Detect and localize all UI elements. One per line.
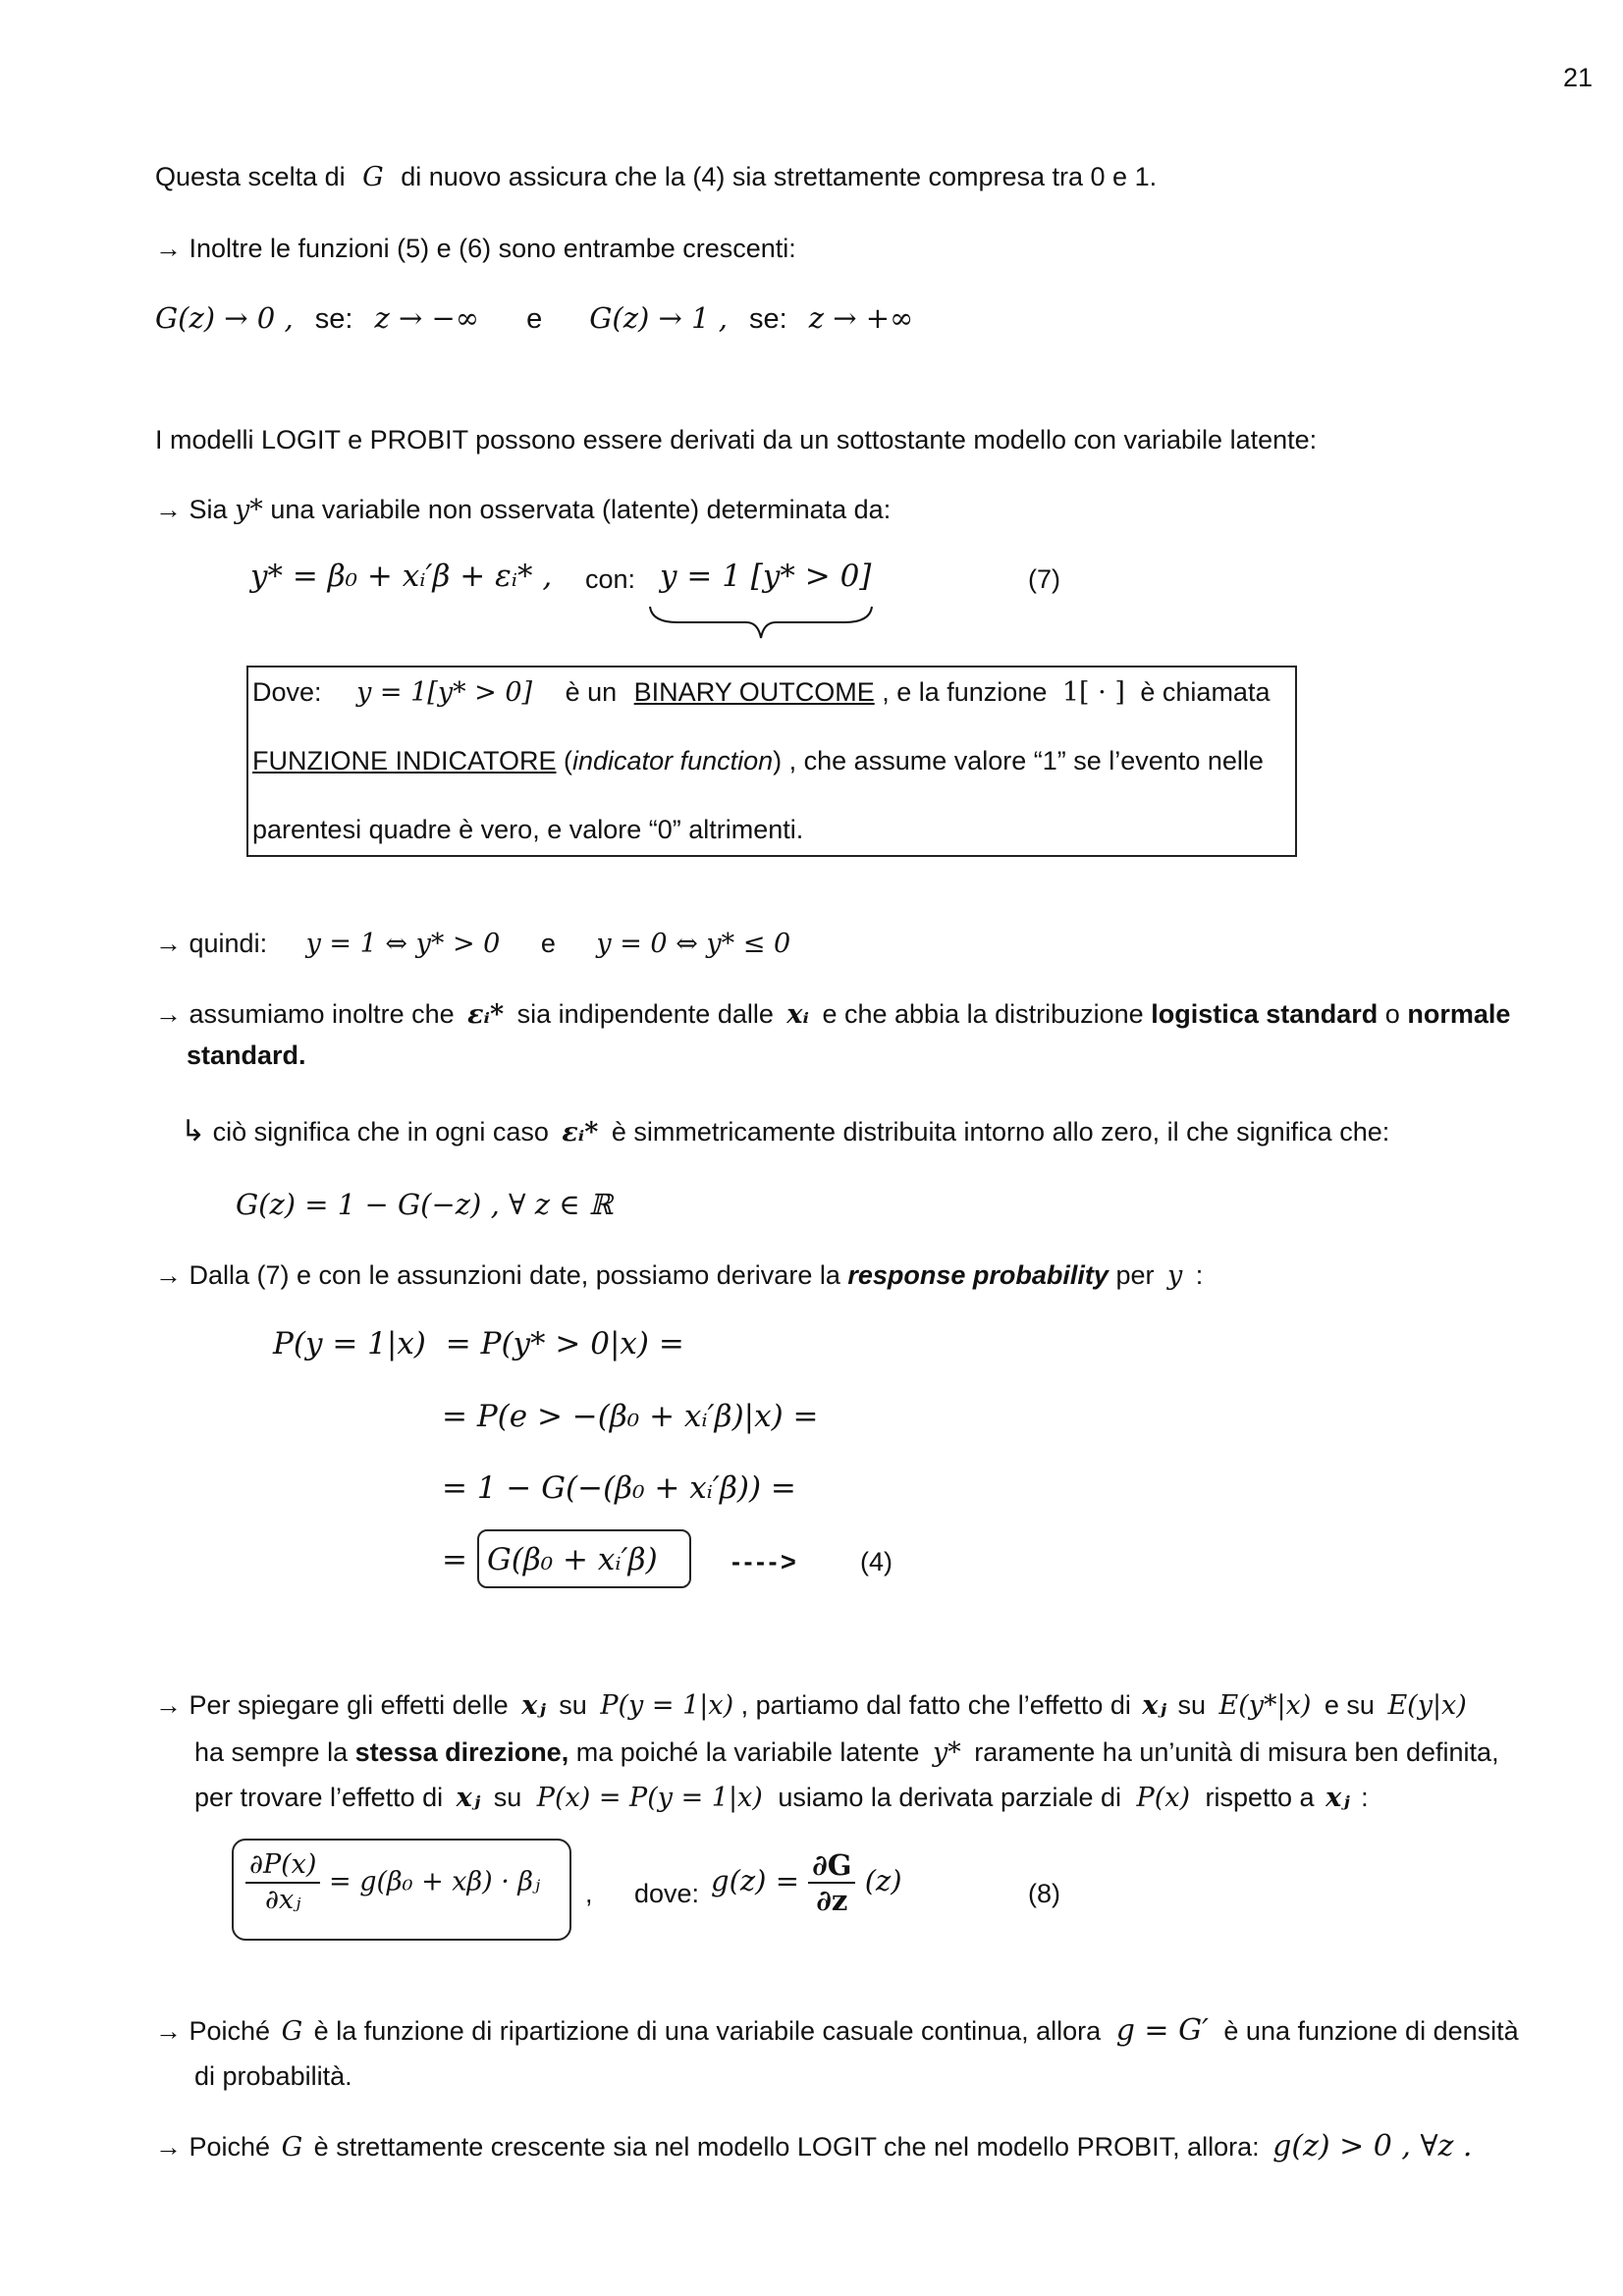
paragraph-assumption-line-2: standard. — [187, 1041, 306, 1070]
limits-line: G(z) → 0 , se: z → −∞ e G(z) → 1 , se: z → +∞ — [155, 301, 914, 335]
result-box-content: G(β₀ + xᵢ′β) — [487, 1542, 658, 1577]
paragraph-increasing: → Inoltre le funzioni (5) e (6) sono entrambe crescenti: — [155, 234, 796, 263]
paragraph-density: → Poiché G è la funzione di ripartizione di una variabile casuale continua, allora g = G′ è una funzione di densità — [155, 2013, 1519, 2048]
underbrace — [648, 603, 874, 642]
paragraph-effects-line-2: ha sempre la stessa direzione, ma poiché la variabile latente y* raramente ha un’unità di misura ben definita, — [194, 1737, 1499, 1768]
paragraph-quindi: → quindi: y = 1 ⇔ y* > 0 e y = 0 ⇔ y* ≤ 0 — [155, 929, 791, 959]
derivation-ref: (4) — [860, 1547, 893, 1576]
binary-outcome-term: BINARY OUTCOME — [633, 677, 875, 707]
eq8-dove-label: dove: — [634, 1879, 700, 1908]
paragraph-latent-def: → Sia y* una variabile non osservata (latente) determinata da: — [155, 495, 892, 525]
limit-c: G(z) → 1 , — [589, 301, 728, 335]
paragraph-symmetry: ↳ ciò significa che in ogni caso εᵢ* è simmetricamente distribuita intorno allo zero, il che significa che: — [181, 1115, 1390, 1148]
box-line-1: Dove: y = 1[y* > 0] è un BINARY OUTCOME , e la funzione 1[ · ] è chiamata — [252, 677, 1271, 708]
paragraph-density-line-2: di probabilità. — [194, 2061, 352, 2091]
math-g: G — [362, 162, 384, 192]
paragraph-effects-line-3: per trovare l’effetto di xⱼ su P(x) = P(y = 1|x) usiamo la derivata parziale di P(x) rispetto a xⱼ : — [194, 1783, 1369, 1813]
eq7-con-label: con: — [585, 564, 636, 594]
derivation-line-3: = 1 − G(−(β₀ + xᵢ′β)) = — [442, 1470, 796, 1506]
eq8-gz: g(z) = $\frac{\partial G}{\partial z}$ (z) — [711, 1848, 902, 1917]
paragraph-effects-line-1: → Per spiegare gli effetti delle xⱼ su P(y = 1|x) , partiamo dal fatto che l’effetto di xⱼ su E(y*|x) e su E(y|x) — [155, 1690, 1467, 1721]
page-number: 21 — [1563, 63, 1594, 92]
equation-7 — [250, 558, 552, 595]
paragraph-positive-density: → Poiché G è strettamente crescente sia nel modello LOGIT che nel modello PROBIT, allora: g(z) > 0 , ∀z . — [155, 2129, 1473, 2163]
paragraph-g-choice: Questa scelta di G di nuovo assicura che la (4) sia strettamente compresa tra 0 e 1. — [155, 162, 1158, 192]
box-line-3: parentesi quadre è vero, e valore “0” altrimenti. — [252, 815, 804, 844]
box-line-2: FUNZIONE INDICATORE (indicator function) , che assume valore “1” se l’evento nelle — [252, 746, 1264, 775]
symmetry-equation: G(z) = 1 − G(−z) , ∀ z ∈ ℝ — [236, 1188, 614, 1221]
derivation-line-2: = P(e > −(β₀ + xᵢ′β)|x) = — [442, 1399, 819, 1434]
eq7-rhs: y = 1 [y* > 0] — [660, 559, 872, 594]
eq7-lhs: y* = β₀ + xᵢ′β + εᵢ* , — [250, 559, 553, 594]
hook-arrow-icon: ↳ — [181, 1115, 206, 1148]
eq8-comma: , — [585, 1879, 593, 1908]
limit-b: z → −∞ — [374, 301, 479, 335]
derivation-line-4: = — [442, 1542, 467, 1577]
partial-derivative: $\frac{\partial P(x)}{\text{∂xⱼ}}$ = g(β₀ + xβ) · βⱼ — [245, 1848, 540, 1917]
math-ystar: y* — [235, 495, 263, 525]
paragraph-latent-intro: I modelli LOGIT e PROBIT possono essere derivati da un sottostante modello con variabile latente: — [155, 425, 1318, 454]
paragraph-assumption: → assumiamo inoltre che εᵢ* sia indipendente dalle xᵢ e che abbia la distribuzione logistica standard o normale — [155, 999, 1511, 1030]
paragraph-response-probability: → Dalla (7) e con le assunzioni date, possiamo derivare la response probability per y : — [155, 1260, 1204, 1291]
dashed-arrow: - - - - > — [731, 1547, 794, 1576]
derivation-line-1: P(y = 1|x) = P(y* > 0|x) = — [273, 1326, 684, 1362]
eq7-number: (7) — [1028, 564, 1060, 594]
limit-d: z → +∞ — [808, 301, 914, 335]
funzione-indicatore-term: FUNZIONE INDICATORE — [252, 746, 557, 775]
limit-a: G(z) → 0 , — [155, 301, 294, 335]
eq8-number: (8) — [1028, 1879, 1060, 1908]
